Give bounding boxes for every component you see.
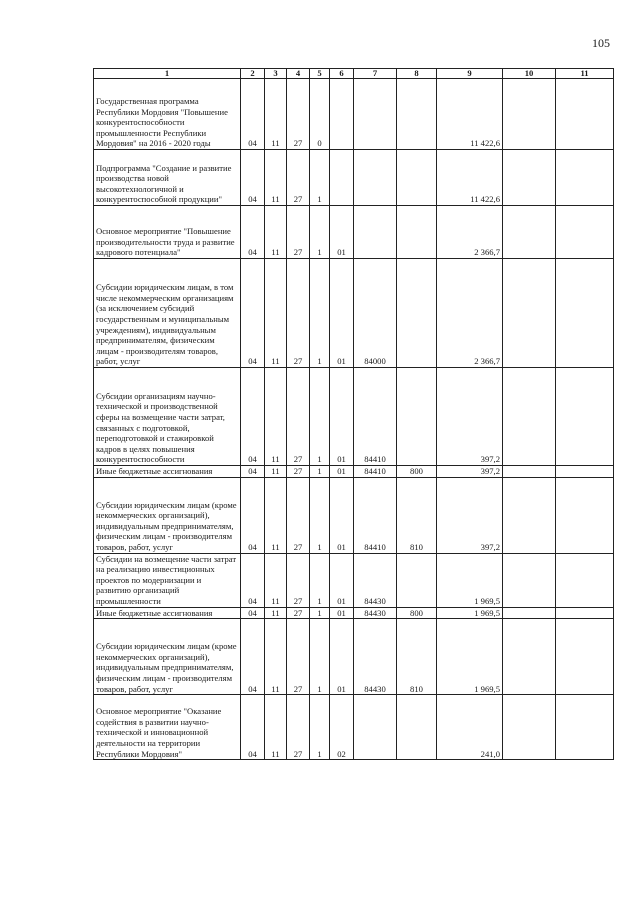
row-cell: 1 xyxy=(310,259,330,368)
row-cell xyxy=(556,477,614,553)
row-cell: 810 xyxy=(397,477,437,553)
row-cell: 04 xyxy=(241,619,265,695)
row-cell: 01 xyxy=(330,368,354,466)
row-cell: 27 xyxy=(287,695,310,760)
row-cell: 01 xyxy=(330,607,354,619)
table-row xyxy=(94,607,614,619)
column-header: 2 xyxy=(241,69,265,79)
row-cell: 01 xyxy=(330,206,354,259)
row-cell: 11 xyxy=(265,695,287,760)
row-amount: 1 969,5 xyxy=(437,619,503,695)
row-cell: 800 xyxy=(397,607,437,619)
row-amount: 11 422,6 xyxy=(437,79,503,150)
row-cell: 04 xyxy=(241,79,265,150)
row-cell xyxy=(503,150,556,206)
row-cell xyxy=(397,368,437,466)
row-cell: 27 xyxy=(287,553,310,607)
table-row xyxy=(94,79,614,150)
row-cell: 84410 xyxy=(354,477,397,553)
column-header: 6 xyxy=(330,69,354,79)
row-cell xyxy=(556,150,614,206)
row-cell xyxy=(397,553,437,607)
row-cell: 84430 xyxy=(354,607,397,619)
row-cell xyxy=(330,79,354,150)
row-cell: 04 xyxy=(241,368,265,466)
row-cell: 810 xyxy=(397,619,437,695)
row-cell xyxy=(556,619,614,695)
budget-table xyxy=(93,68,614,760)
column-header: 1 xyxy=(94,69,241,79)
row-cell xyxy=(397,79,437,150)
row-cell xyxy=(397,695,437,760)
row-cell: 27 xyxy=(287,259,310,368)
row-cell: 04 xyxy=(241,259,265,368)
row-cell xyxy=(397,259,437,368)
row-cell: 11 xyxy=(265,368,287,466)
row-name: Основное мероприятие "Оказание содействия в развитии научно-технической и инновационной деятельности на территории Республики Мордовия" xyxy=(94,695,241,760)
row-cell: 27 xyxy=(287,477,310,553)
header-row xyxy=(94,69,614,79)
table-row xyxy=(94,477,614,553)
column-header: 11 xyxy=(556,69,614,79)
row-amount: 397,2 xyxy=(437,466,503,478)
row-cell: 0 xyxy=(310,79,330,150)
row-cell: 84430 xyxy=(354,619,397,695)
row-amount: 2 366,7 xyxy=(437,206,503,259)
row-cell: 04 xyxy=(241,477,265,553)
table-row xyxy=(94,150,614,206)
row-cell xyxy=(397,150,437,206)
row-cell: 04 xyxy=(241,150,265,206)
row-amount: 11 422,6 xyxy=(437,150,503,206)
row-cell xyxy=(556,553,614,607)
column-header: 3 xyxy=(265,69,287,79)
column-header: 4 xyxy=(287,69,310,79)
row-amount: 397,2 xyxy=(437,477,503,553)
row-cell xyxy=(556,607,614,619)
row-cell xyxy=(397,206,437,259)
row-name: Иные бюджетные ассигнования xyxy=(94,607,241,619)
row-cell: 1 xyxy=(310,466,330,478)
row-cell xyxy=(556,368,614,466)
row-cell: 84000 xyxy=(354,259,397,368)
row-cell xyxy=(503,695,556,760)
row-cell xyxy=(503,206,556,259)
row-cell: 11 xyxy=(265,79,287,150)
row-cell: 11 xyxy=(265,259,287,368)
row-amount: 1 969,5 xyxy=(437,553,503,607)
table-row xyxy=(94,368,614,466)
row-name: Государственная программа Республики Мордовия "Повышение конкурентоспособности промышленности Республики Мордовия" на 2016 - 2020 годы xyxy=(94,79,241,150)
row-cell: 01 xyxy=(330,477,354,553)
row-name: Подпрограмма "Создание и развитие производства новой высокотехнологичной и конкурентоспособной продукции" xyxy=(94,150,241,206)
row-name: Субсидии на возмещение части затрат на реализацию инвестиционных проектов по модернизации и развитию организаций промышленности xyxy=(94,553,241,607)
row-cell: 1 xyxy=(310,477,330,553)
row-name: Субсидии юридическим лицам, в том числе некоммерческим организациям (за исключением субсидий государственным и муниципальным учреждениям), индивидуальным предпринимателям, физическим лицам - производителям товаров, работ, услуг xyxy=(94,259,241,368)
row-cell xyxy=(556,466,614,478)
row-name: Субсидии юридическим лицам (кроме некоммерческих организаций), индивидуальным предпринимателям, физическим лицам - производителям товаров, работ, услуг xyxy=(94,477,241,553)
page-number: 105 xyxy=(592,36,610,50)
table-row xyxy=(94,553,614,607)
row-cell: 27 xyxy=(287,206,310,259)
row-cell: 11 xyxy=(265,553,287,607)
row-cell: 1 xyxy=(310,695,330,760)
row-cell: 84410 xyxy=(354,466,397,478)
row-cell xyxy=(556,259,614,368)
row-name: Основное мероприятие "Повышение производительности труда и развитие кадрового потенциала" xyxy=(94,206,241,259)
row-name: Иные бюджетные ассигнования xyxy=(94,466,241,478)
row-amount: 241,0 xyxy=(437,695,503,760)
row-cell xyxy=(354,150,397,206)
table-row xyxy=(94,619,614,695)
column-header: 8 xyxy=(397,69,437,79)
row-amount: 1 969,5 xyxy=(437,607,503,619)
row-cell: 11 xyxy=(265,477,287,553)
column-header: 7 xyxy=(354,69,397,79)
row-cell xyxy=(354,695,397,760)
row-cell xyxy=(503,477,556,553)
row-cell: 11 xyxy=(265,466,287,478)
row-cell: 1 xyxy=(310,553,330,607)
row-cell: 1 xyxy=(310,619,330,695)
row-cell: 01 xyxy=(330,619,354,695)
row-name: Субсидии юридическим лицам (кроме некоммерческих организаций), индивидуальным предпринимателям, физическим лицам - производителям товаров, работ, услуг xyxy=(94,619,241,695)
row-cell xyxy=(354,79,397,150)
row-cell: 27 xyxy=(287,79,310,150)
row-cell xyxy=(330,150,354,206)
row-cell: 27 xyxy=(287,607,310,619)
row-cell: 1 xyxy=(310,150,330,206)
row-amount: 397,2 xyxy=(437,368,503,466)
row-cell: 01 xyxy=(330,553,354,607)
row-cell xyxy=(556,206,614,259)
row-cell xyxy=(503,368,556,466)
row-cell xyxy=(354,206,397,259)
row-cell: 1 xyxy=(310,368,330,466)
row-cell xyxy=(503,619,556,695)
row-cell: 27 xyxy=(287,619,310,695)
table-row xyxy=(94,466,614,478)
row-cell: 84430 xyxy=(354,553,397,607)
row-cell: 04 xyxy=(241,206,265,259)
row-cell xyxy=(556,79,614,150)
table-row xyxy=(94,206,614,259)
row-cell: 01 xyxy=(330,259,354,368)
column-header: 10 xyxy=(503,69,556,79)
row-cell: 11 xyxy=(265,607,287,619)
row-cell: 27 xyxy=(287,368,310,466)
row-cell xyxy=(503,259,556,368)
row-cell: 01 xyxy=(330,466,354,478)
row-cell: 04 xyxy=(241,607,265,619)
row-cell: 04 xyxy=(241,695,265,760)
row-cell: 02 xyxy=(330,695,354,760)
row-cell xyxy=(503,607,556,619)
column-header: 5 xyxy=(310,69,330,79)
row-amount: 2 366,7 xyxy=(437,259,503,368)
row-cell: 84410 xyxy=(354,368,397,466)
table-row xyxy=(94,695,614,760)
row-cell: 1 xyxy=(310,206,330,259)
column-header: 9 xyxy=(437,69,503,79)
row-cell: 04 xyxy=(241,466,265,478)
row-cell: 11 xyxy=(265,619,287,695)
row-cell: 1 xyxy=(310,607,330,619)
table-row xyxy=(94,259,614,368)
row-cell: 27 xyxy=(287,466,310,478)
row-cell: 11 xyxy=(265,206,287,259)
row-cell: 04 xyxy=(241,553,265,607)
row-cell: 800 xyxy=(397,466,437,478)
row-cell xyxy=(503,553,556,607)
row-cell xyxy=(556,695,614,760)
row-cell: 11 xyxy=(265,150,287,206)
row-cell xyxy=(503,79,556,150)
row-cell: 27 xyxy=(287,150,310,206)
row-name: Субсидии организациям научно-технической и производственной сферы на возмещение части затрат, связанных с подготовкой, переподготовкой и стажировкой кадров в целях повышения конкурентоспособности xyxy=(94,368,241,466)
row-cell xyxy=(503,466,556,478)
